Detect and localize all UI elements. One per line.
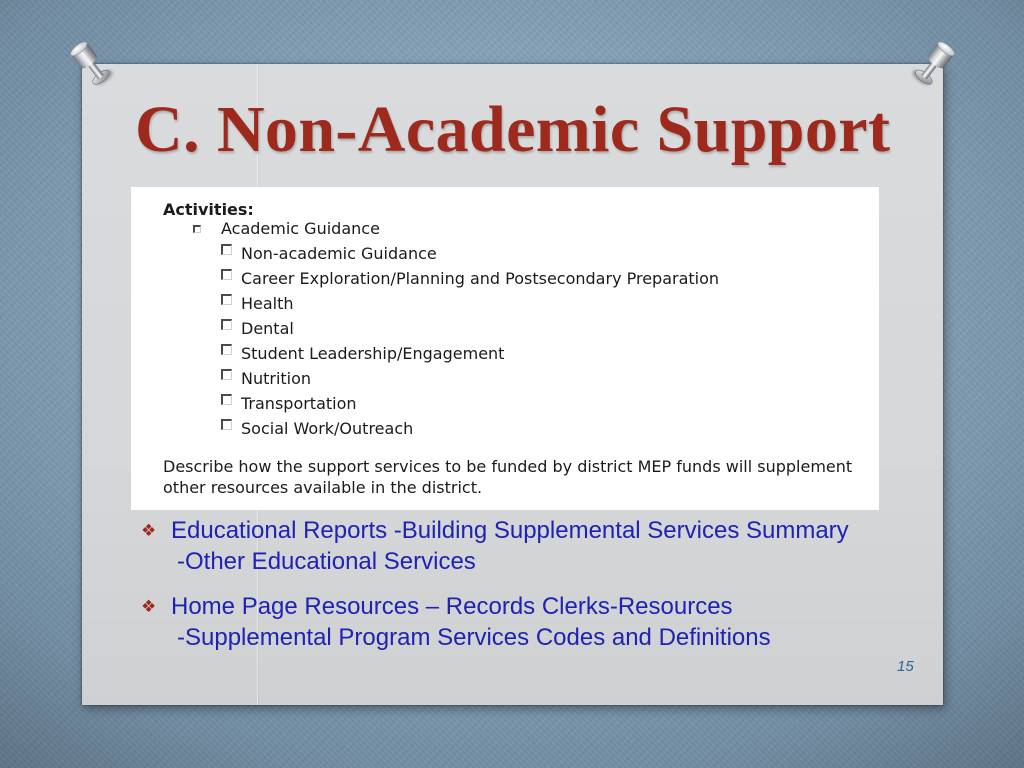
form-screenshot xyxy=(131,187,879,510)
bullet-item xyxy=(141,592,771,653)
dental-checkbox[interactable] xyxy=(221,319,232,330)
bullet-line: Home Page Resources – Records Clerks-Resources xyxy=(171,593,733,620)
form-heading: Activities: xyxy=(163,200,254,219)
non-academic-guidance-checkbox[interactable] xyxy=(221,244,232,255)
activity-list xyxy=(221,241,719,441)
health-checkbox[interactable] xyxy=(221,294,232,305)
activity-label: Health xyxy=(241,294,294,313)
activity-item-health xyxy=(221,291,719,316)
activity-item-student-leadership xyxy=(221,341,719,366)
nutrition-checkbox[interactable] xyxy=(221,369,232,380)
bullet-line: -Other Educational Services xyxy=(177,547,476,575)
career-exploration-checkbox[interactable] xyxy=(221,269,232,280)
activity-item-transportation xyxy=(221,391,719,416)
slide-title: C. Non-Academic Support xyxy=(135,93,891,166)
transportation-checkbox[interactable] xyxy=(221,394,232,405)
form-description xyxy=(163,456,852,498)
diamond-bullet-icon: ❖ xyxy=(141,597,157,617)
diamond-bullet-icon: ❖ xyxy=(141,521,157,541)
social-work-checkbox[interactable] xyxy=(221,419,232,430)
activity-label: Dental xyxy=(241,319,294,338)
form-description-line: Describe how the support services to be funded by district MEP funds will supplement xyxy=(163,457,853,476)
activity-label: Social Work/Outreach xyxy=(241,419,414,438)
activity-item-academic-guidance xyxy=(193,216,380,241)
bullet-item xyxy=(141,516,849,577)
activity-label: Transportation xyxy=(241,394,357,413)
bullet-line: -Supplemental Program Services Codes and Definitions xyxy=(177,623,771,651)
academic-guidance-checkbox[interactable] xyxy=(193,225,201,233)
student-leadership-checkbox[interactable] xyxy=(221,344,232,355)
slide-page-number: 15 xyxy=(897,658,914,675)
activity-item-social-work xyxy=(221,416,719,441)
activity-label: Nutrition xyxy=(241,369,312,388)
activity-label: Career Exploration/Planning and Postsecondary Preparation xyxy=(241,269,720,288)
activity-item-nutrition xyxy=(221,366,719,391)
activity-item-non-academic-guidance xyxy=(221,241,719,266)
form-description-line: other resources available in the district. xyxy=(163,478,483,497)
bullet-line: Educational Reports -Building Supplemental Services Summary xyxy=(171,517,849,544)
activity-label: Student Leadership/Engagement xyxy=(241,344,505,363)
activity-label: Academic Guidance xyxy=(221,219,380,238)
activity-item-dental xyxy=(221,316,719,341)
activity-label: Non-academic Guidance xyxy=(241,244,437,263)
activity-item-career-exploration xyxy=(221,266,719,291)
